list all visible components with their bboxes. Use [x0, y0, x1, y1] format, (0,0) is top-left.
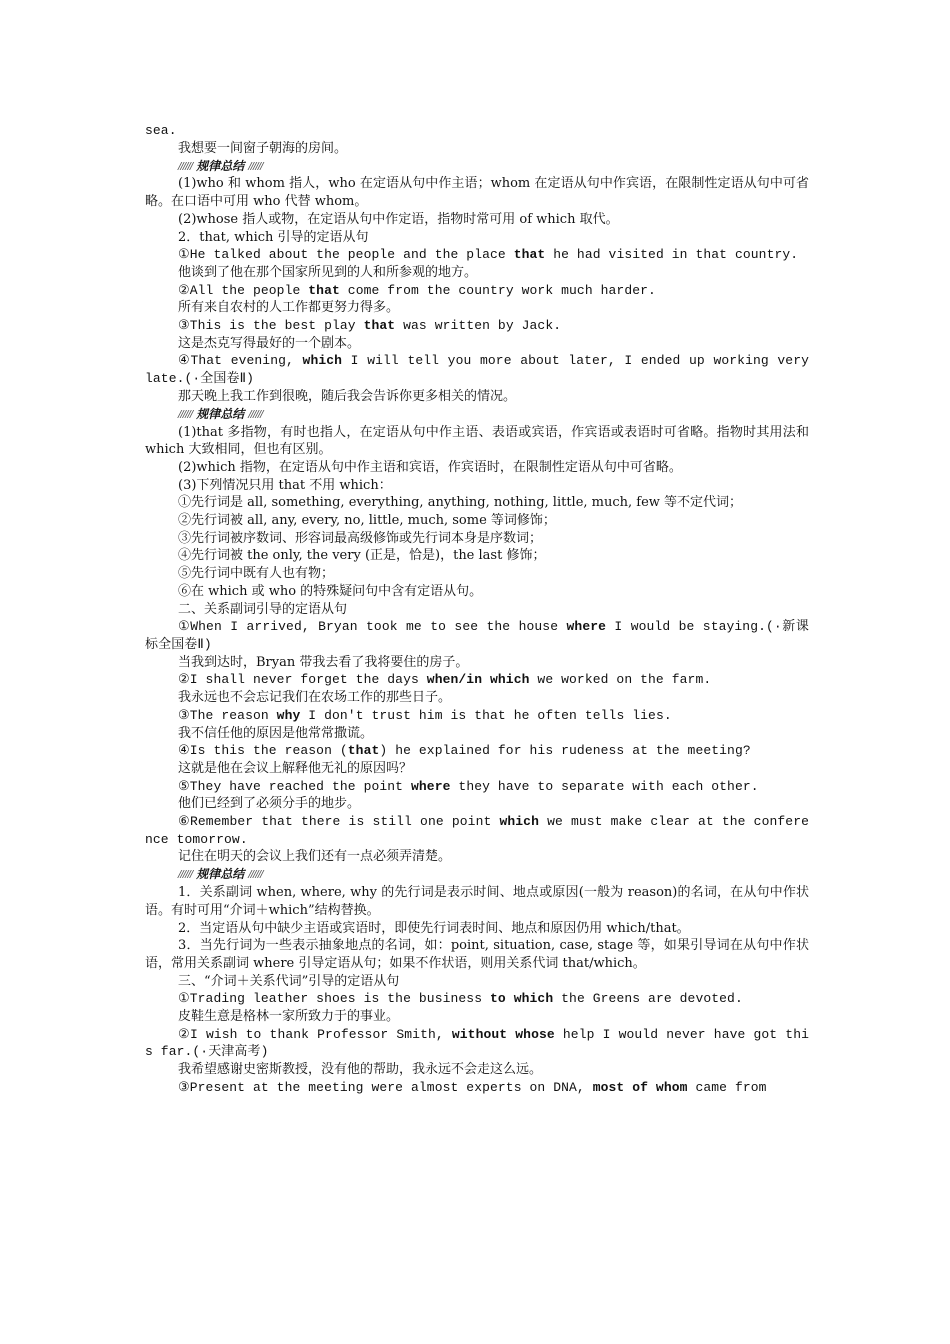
example-sentence — [145, 122, 809, 140]
text-span: ④That evening, — [178, 353, 303, 369]
text-span: we must make clear at the conference tomorrow. — [145, 814, 809, 847]
text-span: 我永远也不会忘记我们在农场工作的那些日子。 — [178, 690, 452, 706]
relative-word-highlight: which — [302, 353, 343, 369]
decorative-slashes-left: ////// — [178, 408, 193, 420]
text-span: (2)whose 指人或物，在定语从句中作定语，指物时常可用 of which 取代。 — [178, 211, 619, 227]
decorative-slashes-right: ////// — [248, 869, 263, 881]
text-paragraph — [145, 848, 809, 866]
text-span: 三、“介词＋关系代词”引导的定语从句 — [178, 973, 400, 989]
summary-heading-text: 规律总结 — [196, 867, 245, 882]
relative-word-highlight: which — [499, 814, 539, 830]
text-span: ①He talked about the people and the place — [178, 247, 514, 263]
example-sentence — [145, 352, 809, 387]
example-sentence — [145, 990, 809, 1008]
relative-word-highlight: to which — [490, 991, 554, 1007]
text-span: 我想要一间窗子朝海的房间。 — [178, 140, 348, 156]
relative-word-highlight: why — [276, 707, 301, 723]
relative-word-highlight: that — [363, 318, 396, 334]
relative-word-highlight: that — [308, 282, 340, 298]
text-paragraph — [145, 530, 809, 548]
text-paragraph — [145, 424, 809, 459]
text-span: 这是杰克写得最好的一个剧本。 — [178, 335, 361, 351]
example-sentence — [145, 671, 809, 689]
text-span: I will tell you more about later, I ended up working very late.(·全国卷Ⅱ) — [145, 353, 809, 387]
example-sentence — [145, 317, 809, 335]
text-span: came from — [687, 1079, 767, 1095]
text-paragraph — [145, 725, 809, 743]
text-paragraph — [145, 795, 809, 813]
text-span: (2)which 指物，在定语从句中作主语和宾语，作宾语时，在限制性定语从句中可省略。 — [178, 459, 682, 475]
text-paragraph — [145, 654, 809, 672]
text-paragraph — [145, 689, 809, 707]
text-paragraph — [145, 299, 809, 317]
decorative-slashes-right: ////// — [248, 408, 263, 420]
relative-word-highlight: when/in which — [426, 672, 530, 688]
text-span: ⑤先行词中既有人也有物； — [178, 566, 335, 582]
text-paragraph — [145, 229, 809, 247]
text-paragraph — [145, 335, 809, 353]
text-span: 当我到达时，Bryan 带我去看了我将要住的房子。 — [178, 654, 469, 670]
text-span: ) he explained for his rudeness at the meeting? — [379, 743, 751, 759]
text-span: ⑥Remember that there is still one point — [178, 814, 500, 830]
text-span: he had visited in that country. — [545, 247, 799, 263]
text-span: 二、关系副词引导的定语从句 — [178, 601, 348, 617]
text-span: ①Trading leather shoes is the business — [178, 991, 491, 1007]
text-span: (1)who 和 whom 指人，who 在定语从句中作主语；whom 在定语从句中作宾语，在限制性定语从句中可省略。在口语中可用 who 代替 whom。 — [145, 176, 809, 210]
summary-heading — [145, 866, 809, 884]
text-span: 2．当定语从句中缺少主语或宾语时，即使先行词表时间、地点和原因仍用 which/that。 — [178, 920, 690, 936]
text-span: I would be staying.(·新课标全国卷Ⅱ) — [145, 619, 809, 652]
text-span: 皮鞋生意是格林一家所致力于的事业。 — [178, 1009, 400, 1025]
text-paragraph — [145, 547, 809, 565]
text-paragraph — [145, 512, 809, 530]
text-span: 1．关系副词 when, where, why 的先行词是表示时间、地点或原因(一般为 reason)的名词，在从句中作状语。有时可用“介词＋which”结构替换。 — [145, 885, 809, 918]
example-sentence — [145, 1079, 809, 1097]
text-paragraph — [145, 760, 809, 778]
text-paragraph — [145, 477, 809, 495]
text-paragraph — [145, 1061, 809, 1079]
text-span: the Greens are devoted. — [553, 991, 743, 1007]
text-span: ③This is the best play — [178, 318, 364, 334]
text-paragraph — [145, 264, 809, 282]
decorative-slashes-left: ////// — [178, 160, 193, 172]
text-paragraph — [145, 140, 809, 158]
text-span: ②All the people — [178, 282, 309, 298]
text-span: help I would never have got this far.(·天津高考) — [145, 1026, 810, 1060]
relative-word-highlight: where — [566, 619, 607, 635]
text-span: 他们已经到了必须分手的地步。 — [178, 796, 361, 812]
decorative-slashes-left: ////// — [178, 869, 193, 881]
text-paragraph — [145, 565, 809, 583]
text-span: ②先行词被 all, any, every, no, little, much, some 等词修饰； — [178, 513, 556, 529]
text-paragraph — [145, 211, 809, 229]
example-sentence — [145, 813, 809, 848]
text-paragraph — [145, 494, 809, 512]
text-span: 我希望感谢史密斯教授，没有他的帮助，我永远不会走这么远。 — [178, 1062, 543, 1078]
text-paragraph — [145, 937, 809, 972]
example-sentence — [145, 742, 809, 760]
text-span: 那天晚上我工作到很晚，随后我会告诉你更多相关的情况。 — [178, 388, 517, 404]
relative-word-highlight: that — [513, 247, 546, 263]
summary-heading — [145, 157, 809, 175]
text-span: ④先行词被 the only, the very (正是，恰是)，the last 修饰； — [178, 548, 546, 564]
text-span: 所有来自农村的人工作都更努力得多。 — [178, 300, 400, 316]
text-span: 记住在明天的会议上我们还有一点必须弄清楚。 — [178, 849, 452, 865]
text-span: we worked on the farm. — [529, 672, 712, 688]
text-span: sea. — [145, 123, 177, 138]
text-paragraph — [145, 459, 809, 477]
text-paragraph — [145, 884, 809, 919]
example-sentence — [145, 618, 809, 653]
text-paragraph — [145, 973, 809, 991]
text-paragraph — [145, 175, 809, 210]
relative-word-highlight: where — [411, 778, 451, 794]
document-body — [145, 122, 809, 1097]
text-span: ⑥在 which 或 who 的特殊疑问句中含有定语从句。 — [178, 583, 483, 599]
relative-word-highlight: most of whom — [592, 1079, 688, 1095]
text-span: ③Present at the meeting were almost experts on DNA, — [178, 1079, 593, 1095]
text-span: they have to separate with each other. — [450, 778, 759, 794]
summary-heading — [145, 406, 809, 424]
text-span: I don't trust him is that he often tells lies. — [300, 707, 672, 723]
text-span: 这就是他在会议上解释他无礼的原因吗？ — [178, 760, 413, 776]
text-span: 我不信任他的原因是他常常撒谎。 — [178, 725, 374, 741]
text-span: come from the country work much harder. — [339, 282, 656, 298]
example-sentence — [145, 1026, 809, 1061]
text-span: ⑤They have reached the point — [178, 778, 411, 794]
example-sentence — [145, 246, 809, 264]
decorative-slashes-right: ////// — [248, 160, 263, 172]
text-span: ①When I arrived, Bryan took me to see the house — [178, 619, 567, 635]
text-span: ②I shall never forget the days — [178, 672, 427, 688]
text-span: ①先行词是 all, something, everything, anything, nothing, little, much, few 等不定代词； — [178, 495, 743, 511]
text-span: ④Is this the reason ( — [178, 743, 348, 759]
relative-word-highlight: that — [347, 743, 380, 759]
text-span: ③The reason — [178, 707, 277, 723]
text-span: (3)下列情况只用 that 不用 which： — [178, 477, 392, 493]
text-span: (1)that 多指物，有时也指人，在定语从句中作主语、表语或宾语，作宾语或表语时可省略。指物时其用法和 which 大致相同，但也有区别。 — [145, 424, 809, 458]
example-sentence — [145, 707, 809, 725]
summary-heading-text: 规律总结 — [196, 406, 245, 421]
text-paragraph — [145, 388, 809, 406]
text-span: 他谈到了他在那个国家所见到的人和所参观的地方。 — [178, 264, 478, 280]
text-span: 3．当先行词为一些表示抽象地点的名词，如：point, situation, case, stage 等，如果引导词在从句中作状语，常用关系副词 where 引导定语从句；如果不作状语，则用关系代词 that/which。 — [145, 938, 809, 971]
text-paragraph — [145, 583, 809, 601]
text-span: was written by Jack. — [395, 318, 562, 334]
text-span: 2．that, which 引导的定语从句 — [178, 229, 369, 245]
relative-word-highlight: without whose — [451, 1026, 555, 1042]
text-span: ②I wish to thank Professor Smith, — [178, 1026, 452, 1042]
text-paragraph — [145, 920, 809, 938]
text-paragraph — [145, 601, 809, 619]
example-sentence — [145, 282, 809, 300]
text-paragraph — [145, 1008, 809, 1026]
text-span: ③先行词被序数词、形容词最高级修饰或先行词本身是序数词； — [178, 530, 543, 546]
summary-heading-text: 规律总结 — [196, 158, 245, 173]
example-sentence — [145, 778, 809, 796]
